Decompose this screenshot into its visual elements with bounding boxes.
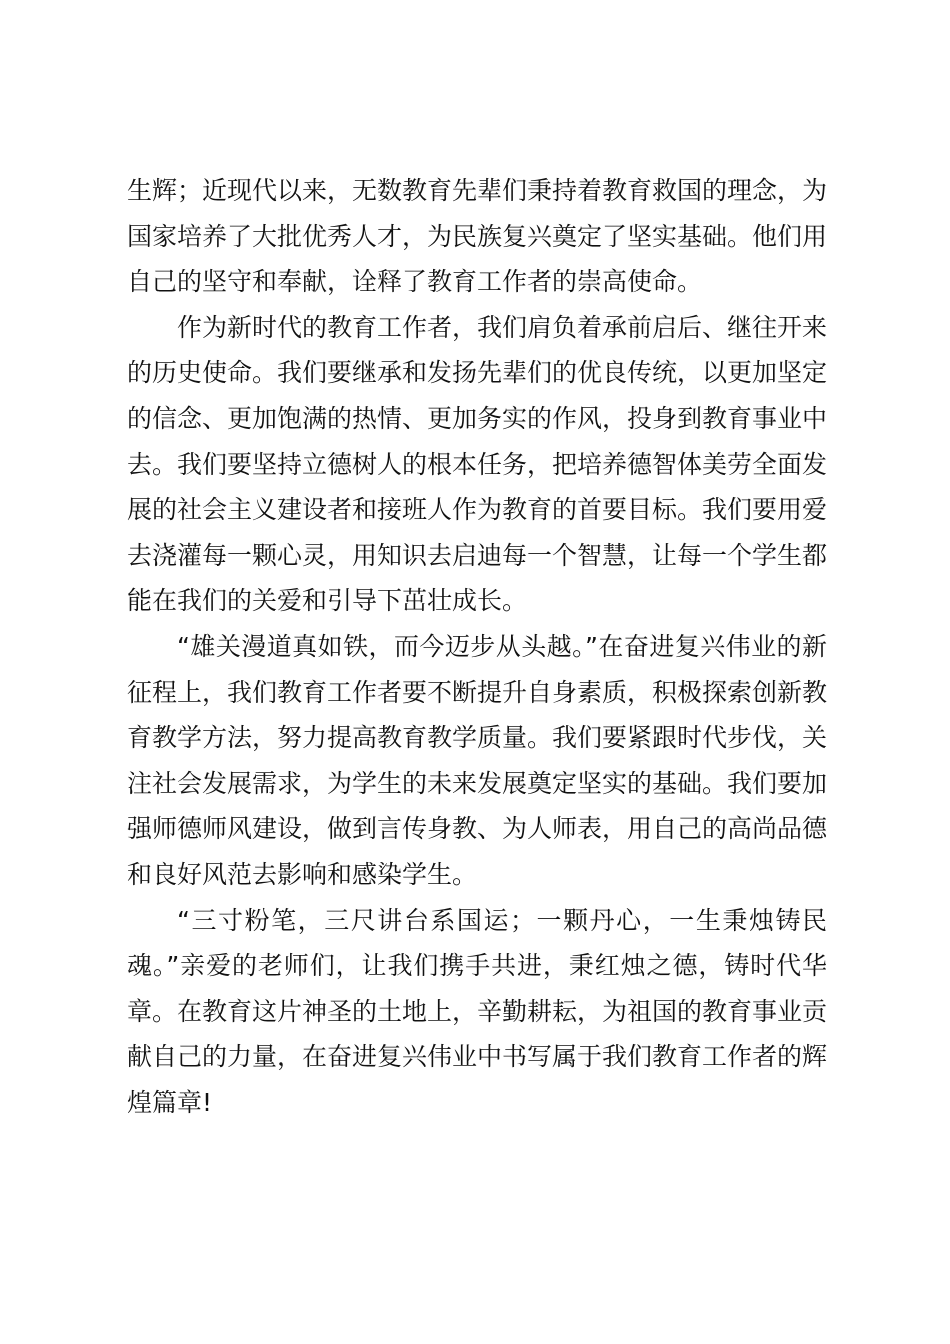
paragraph: “三寸粉笔，三尺讲台系国运；一颗丹心，一生秉烛铸民魂。”亲爱的老师们，让我们携手共进，秉红烛之德，铸时代华章。在教育这片神圣的土地上，辛勤耕耘，为祖国的教育事业贡献自己的力量，在奋进复兴伟业中书写属于我们教育工作者的辉煌篇章! [127, 905, 828, 1117]
paragraph: 作为新时代的教育工作者，我们肩负着承前启后、继往开来的历史使命。我们要继承和发扬先辈们的优良传统，以更加坚定的信念、更加饱满的热情、更加务实的作风，投身到教育事业中去。我们要坚持立德树人的根本任务，把培养德智体美劳全面发展的社会主义建设者和接班人作为教育的首要目标。我们要用爱去浇灌每一颗心灵，用知识去启迪每一个智慧，让每一个学生都能在我们的关爱和引导下茁壮成长。 [127, 312, 828, 616]
body-text [127, 168, 827, 1125]
paragraph: “雄关漫道真如铁，而今迈步从头越。”在奋进复兴伟业的新征程上，我们教育工作者要不断提升自身素质，积极探索创新教育教学方法，努力提高教育教学质量。我们要紧跟时代步伐，关注社会发展需求，为学生的未来发展奠定坚实的基础。我们要加强师德师风建设，做到言传身教、为人师表，用自己的高尚品德和良好风范去影响和感染学生。 [127, 631, 828, 889]
paragraph: 生辉；近现代以来，无数教育先辈们秉持着教育救国的理念，为国家培养了大批优秀人才，为民族复兴奠定了坚实基础。他们用自己的坚守和奉献，诠释了教育工作者的崇高使命。 [127, 176, 828, 297]
